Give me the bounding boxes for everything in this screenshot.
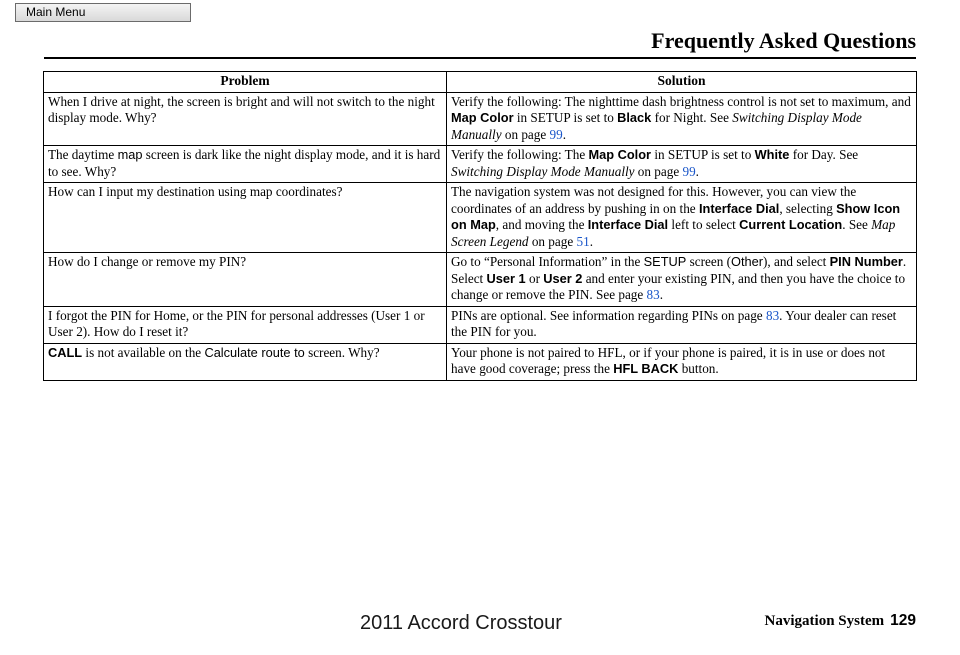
solution-cell [447,306,917,343]
problem-text: I forgot the PIN for Home, or the PIN for personal addresses (User 1 or User 2). How do I reset it? [48,307,425,339]
title-rule [44,57,916,59]
table-row [44,146,917,183]
solution-text: on page [528,233,577,249]
solution-text: and enter your existing PIN, and then you have the choice to change or remove the PIN. See page [451,270,906,302]
solution-text: Black [617,110,652,125]
table-header-row [44,72,917,93]
problem-text: The daytime [48,147,118,162]
solution-text: White [754,147,790,162]
solution-text: Current Location [739,217,843,232]
problem-text: map [117,147,143,162]
solution-text: Your phone is not paired to HFL, or if your phone is paired, it is in use or does not have good coverage; press the [451,344,886,376]
solution-text: Switching Display Mode Manually [451,163,635,179]
solution-text: screen ( [686,254,731,269]
problem-text: When I drive at night, the screen is bright and will not switch to the night display mode. Why? [48,93,435,125]
solution-text: on page [501,126,550,142]
solution-text: , selecting [779,200,837,216]
solution-text: , and moving the [495,217,588,232]
solution-cell [447,183,917,253]
main-menu-button[interactable]: Main Menu [15,3,191,22]
solution-text: Show Icon on Map [451,200,901,232]
solution-text: Verify the following: The nighttime dash brightness control is not set to maximum, and [451,93,911,109]
problem-cell [44,306,447,343]
solution-text: for Day. See [789,147,859,162]
solution-text: or [525,270,544,286]
solution-cell [447,146,917,183]
problem-text: How do I change or remove my PIN? [48,254,247,269]
footer-page-label [765,612,916,630]
solution-text: SETUP [643,254,687,269]
solution-text: Switching Display Mode Manually [451,110,862,142]
solution-cell [447,253,917,307]
problem-text: screen. Why? [304,344,380,360]
solution-text: on page [634,163,683,179]
problem-cell [44,253,447,307]
solution-text: User 1 [486,270,526,286]
problem-cell [44,146,447,183]
solution-text: The navigation system was not designed for this. However, you can view the coordinates of an address by pushing in on the [451,184,857,216]
watermark: 2011 Accord Crosstour [360,612,562,634]
page-number: 129 [890,612,916,629]
solution-text: User 2 [543,270,583,286]
page-link[interactable]: 99 [682,163,696,179]
solution-text: button. [678,361,719,376]
solution-text: . [562,126,567,142]
solution-text: . [695,163,699,179]
page-link[interactable]: 83 [765,307,780,323]
page-link[interactable]: 83 [646,287,660,302]
solution-text: HFL BACK [613,361,679,376]
solution-text: Map Color [451,110,514,125]
page-title: Frequently Asked Questions [651,28,916,53]
solution-text: in SETUP is set to [513,110,618,125]
solution-text: . [589,233,593,249]
page-link[interactable]: 99 [549,126,563,142]
solution-text: . See [842,217,872,232]
solution-text: Go to “Personal Information” in the [451,254,644,269]
page-link[interactable]: 51 [576,233,590,249]
problem-cell [44,343,447,380]
solution-text: . Your dealer can reset the PIN for you. [451,307,897,339]
solution-text: in SETUP is set to [651,147,755,162]
faq-table [43,71,917,381]
table-row [44,183,917,253]
solution-text: Map Color [588,147,652,162]
problem-text: CALL [48,344,83,360]
solution-text: . [659,287,664,302]
solution-cell [447,92,917,146]
table-row [44,253,917,307]
problem-cell [44,92,447,146]
solution-text: Map Screen Legend [451,217,896,249]
footer-section-title: Navigation System [764,613,885,629]
problem-cell [44,183,447,253]
column-header-solution: Solution [447,72,917,93]
solution-text: for Night. See [651,110,733,125]
solution-text: Verify the following: The [451,147,589,162]
table-row [44,343,917,380]
solution-text: left to select [668,217,740,232]
column-header-problem: Problem [44,72,447,93]
solution-text: PINs are optional. See information regarding PINs on page [451,307,766,323]
problem-text: Calculate route to [204,344,305,360]
problem-text: is not available on the [82,344,205,360]
table-row [44,92,917,146]
solution-text: PIN Number [829,254,903,269]
solution-text: . Select [451,254,907,286]
solution-text: ), and select [763,254,830,269]
problem-text: How can I input my destination using map coordinates? [48,184,343,199]
solution-cell [447,343,917,380]
table-row [44,306,917,343]
solution-text: Other [730,254,763,269]
problem-text: screen is dark like the night display mode, and it is hard to see. Why? [48,147,441,179]
solution-text: Interface Dial [587,217,669,232]
solution-text: Interface Dial [698,200,780,216]
